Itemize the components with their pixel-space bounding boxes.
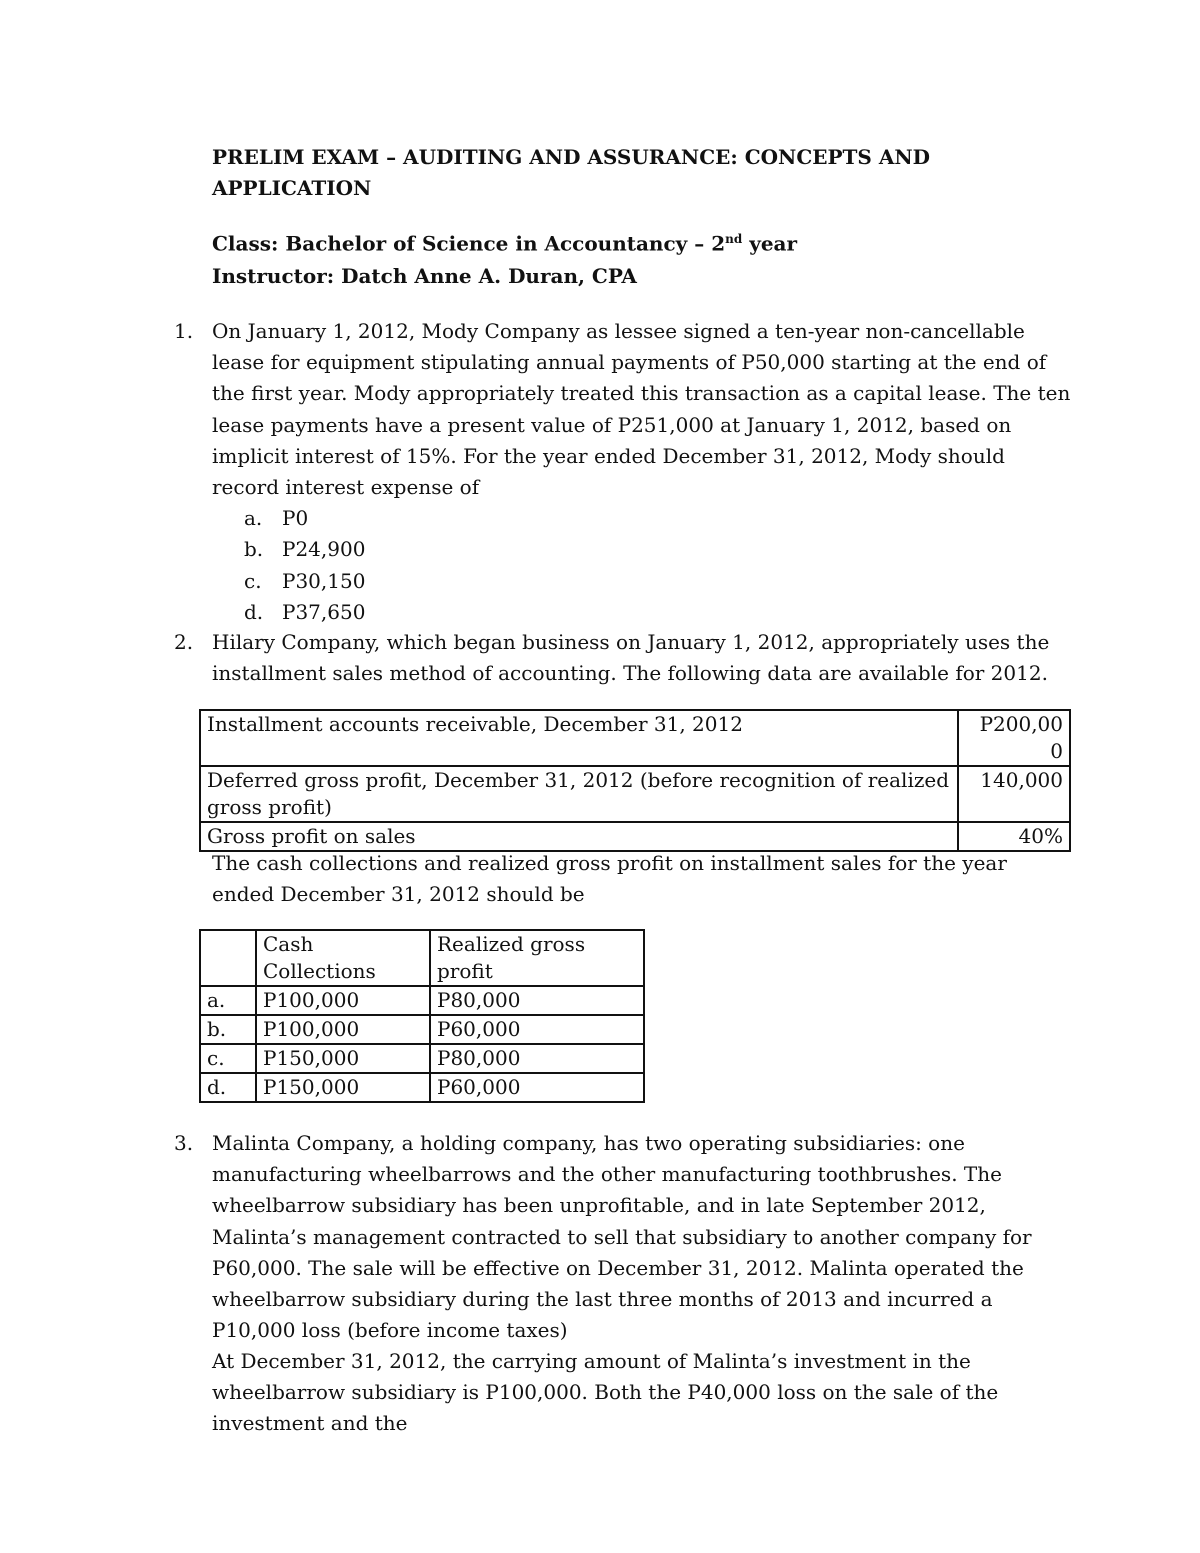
table-cell: b. (200, 1015, 256, 1044)
choice-list (212, 503, 1072, 628)
table-header-row (200, 930, 644, 986)
table-header-cell (200, 930, 256, 986)
table-cell: Installment accounts receivable, December 31, 2012 (200, 710, 958, 766)
question-1 (174, 316, 1072, 628)
choice-text: P30,150 (282, 568, 366, 593)
question-3-continuation: At December 31, 2012, the carrying amount of Malinta’s investment in the wheelbarrow subsidiary is P100,000. Both the P40,000 loss on the sale of the investment and the (212, 1349, 999, 1436)
choice-text: P24,900 (282, 537, 366, 562)
choice-item (212, 534, 1072, 565)
table-cell: Gross profit on sales (200, 822, 958, 851)
table-cell: P60,000 (430, 1015, 644, 1044)
choice-text: P37,650 (282, 599, 366, 624)
class-label-end: year (742, 231, 798, 256)
table-cell: P80,000 (430, 986, 644, 1015)
table-cell: 140,000 (958, 766, 1070, 822)
table-row (200, 1044, 644, 1073)
table-row (200, 766, 1070, 822)
table-cell: a. (200, 986, 256, 1015)
question-number: 3. (174, 1131, 194, 1155)
question-3 (174, 1128, 1072, 1346)
question-text: On January 1, 2012, Mody Company as lessee signed a ten-year non-cancellable lease for equipment stipulating annual payments of P50,000 starting at the end of the first year. Mody appropriately treated this transaction as a capital lease. The ten lease payments have a present value of P251,000 at January 1, 2012, based on implicit interest of 15%. For the year ended December 31, 2012, Mody should record interest expense of (212, 319, 1071, 500)
choice-item (212, 566, 1072, 597)
table-header-cell: Realized gross profit (430, 930, 644, 986)
class-label: Class: Bachelor of Science in Accountancy – 2 (212, 231, 726, 256)
table-row (200, 822, 1070, 851)
question-text: Hilary Company, which began business on January 1, 2012, appropriately uses the installment sales method of accounting. The following data are available for 2012. (212, 630, 1050, 686)
choice-item (212, 597, 1072, 628)
table-row (200, 1073, 644, 1102)
question-2 (174, 627, 1072, 689)
table-cell: P80,000 (430, 1044, 644, 1073)
choice-letter: d. (244, 599, 264, 624)
table-cell: d. (200, 1073, 256, 1102)
question-text: Malinta Company, a holding company, has two operating subsidiaries: one manufacturing wheelbarrows and the other manufacturing toothbrushes. The wheelbarrow subsidiary has been unprofitable, and in late September 2012, Malinta’s management contracted to sell that subsidiary to another company for P60,000. The sale will be effective on December 31, 2012. Malinta operated the wheelbarrow subsidiary during the last three months of 2013 and incurred a P10,000 loss (before income taxes) (212, 1131, 1032, 1343)
choice-letter: b. (244, 537, 264, 562)
class-line (212, 223, 797, 260)
class-ordinal-suffix: nd (725, 232, 743, 246)
choice-letter: a. (244, 506, 263, 531)
instructor-line: Instructor: Datch Anne A. Duran, CPA (212, 263, 637, 288)
question-number: 1. (174, 319, 194, 343)
exam-title: PRELIM EXAM – AUDITING AND ASSURANCE: CONCEPTS AND APPLICATION (212, 145, 930, 200)
table-cell: 40% (958, 822, 1070, 851)
table-row (200, 986, 644, 1015)
table-cell: P60,000 (430, 1073, 644, 1102)
choice-letter: c. (244, 568, 262, 593)
table-cell: c. (200, 1044, 256, 1073)
table-row (200, 1015, 644, 1044)
question-2-prompt: The cash collections and realized gross profit on installment sales for the year ended December 31, 2012 should be (212, 851, 1007, 907)
exam-meta (212, 223, 797, 292)
answer-choices-table (199, 929, 645, 1103)
table-cell: P200,00 0 (958, 710, 1070, 766)
table-cell: P150,000 (256, 1044, 430, 1073)
choice-text: P0 (282, 506, 309, 531)
table-row (200, 710, 1070, 766)
table-header-cell: Cash Collections (256, 930, 430, 986)
choice-item (212, 503, 1072, 534)
table-cell: P100,000 (256, 1015, 430, 1044)
table-cell: P100,000 (256, 986, 430, 1015)
table-cell: Deferred gross profit, December 31, 2012 (before recognition of realized gross profit) (200, 766, 958, 822)
installment-data-table (199, 709, 1071, 852)
table-cell: P150,000 (256, 1073, 430, 1102)
question-number: 2. (174, 630, 194, 654)
